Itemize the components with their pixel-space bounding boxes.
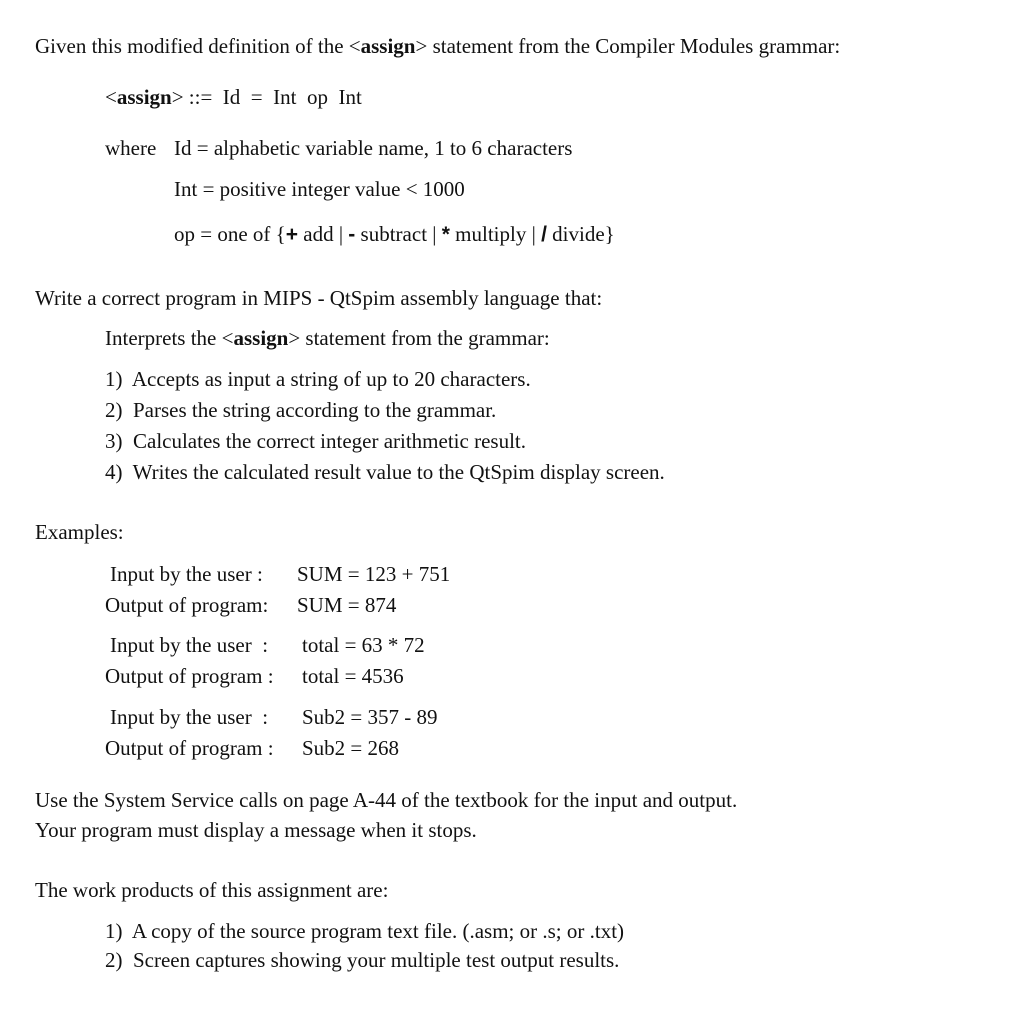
example-input-label: Input by the user : [110, 705, 269, 729]
task-heading: Write a correct program in MIPS - QtSpim assembly language that: [35, 286, 603, 310]
intro-assign-keyword: assign [360, 34, 416, 58]
divide-symbol: / [541, 223, 547, 246]
where-label: where [105, 136, 157, 160]
notes-line-1: Use the System Service calls on page A-44 of the textbook for the input and output. [35, 788, 738, 812]
list-item: 2) Screen captures showing your multiple test output results. [105, 948, 620, 972]
grammar-rhs: ::= Id = Int op Int [183, 85, 362, 109]
interprets-text-after: > statement from the grammar: [288, 326, 550, 350]
interprets-text-before: Interprets the < [105, 326, 234, 350]
list-item: 1) Accepts as input a string of up to 20 characters. [105, 367, 531, 391]
example-output-value: Sub2 = 268 [302, 736, 400, 760]
intro-text-after: > statement from the Compiler Modules grammar: [415, 34, 841, 58]
intro-line [35, 33, 840, 59]
op-multiply-text: multiply | [449, 222, 542, 246]
list-item: 3) Calculates the correct integer arithmetic result. [105, 429, 526, 453]
example-output-value: SUM = 874 [297, 593, 397, 617]
op-subtract-text: subtract | [355, 222, 442, 246]
multiply-symbol: * [441, 223, 450, 246]
op-definition [174, 221, 615, 248]
op-divide-text: divide} [546, 222, 615, 246]
grammar-lhs-open: < [105, 85, 117, 109]
int-definition: Int = positive integer value < 1000 [174, 177, 465, 201]
example-input-label: Input by the user : [110, 562, 263, 586]
list-item: 2) Parses the string according to the grammar. [105, 398, 497, 422]
intro-text-before: Given this modified definition of the < [35, 34, 361, 58]
example-input-value: SUM = 123 + 751 [297, 562, 451, 586]
minus-symbol: - [348, 223, 356, 246]
example-input-value: Sub2 = 357 - 89 [302, 705, 438, 729]
interprets-assign-keyword: assign [233, 326, 289, 350]
op-def-prefix: op = one of { [174, 222, 286, 246]
interprets-line [105, 325, 550, 351]
id-definition: Id = alphabetic variable name, 1 to 6 characters [174, 136, 573, 160]
list-item: 4) Writes the calculated result value to the QtSpim display screen. [105, 460, 665, 484]
examples-heading: Examples: [35, 520, 124, 544]
notes-line-2: Your program must display a message when it stops. [35, 818, 477, 842]
grammar-rule [105, 84, 362, 110]
grammar-lhs-close: > [171, 85, 184, 109]
list-item: 1) A copy of the source program text file. (.asm; or .s; or .txt) [105, 919, 625, 943]
work-products-heading: The work products of this assignment are: [35, 878, 389, 902]
op-add-text: add | [298, 222, 349, 246]
plus-symbol: + [285, 223, 299, 246]
example-output-label: Output of program: [105, 593, 269, 617]
example-output-value: total = 4536 [302, 664, 404, 688]
example-input-label: Input by the user : [110, 633, 269, 657]
grammar-lhs-keyword: assign [116, 85, 172, 109]
example-input-value: total = 63 * 72 [302, 633, 425, 657]
example-output-label: Output of program : [105, 736, 274, 760]
example-output-label: Output of program : [105, 664, 274, 688]
